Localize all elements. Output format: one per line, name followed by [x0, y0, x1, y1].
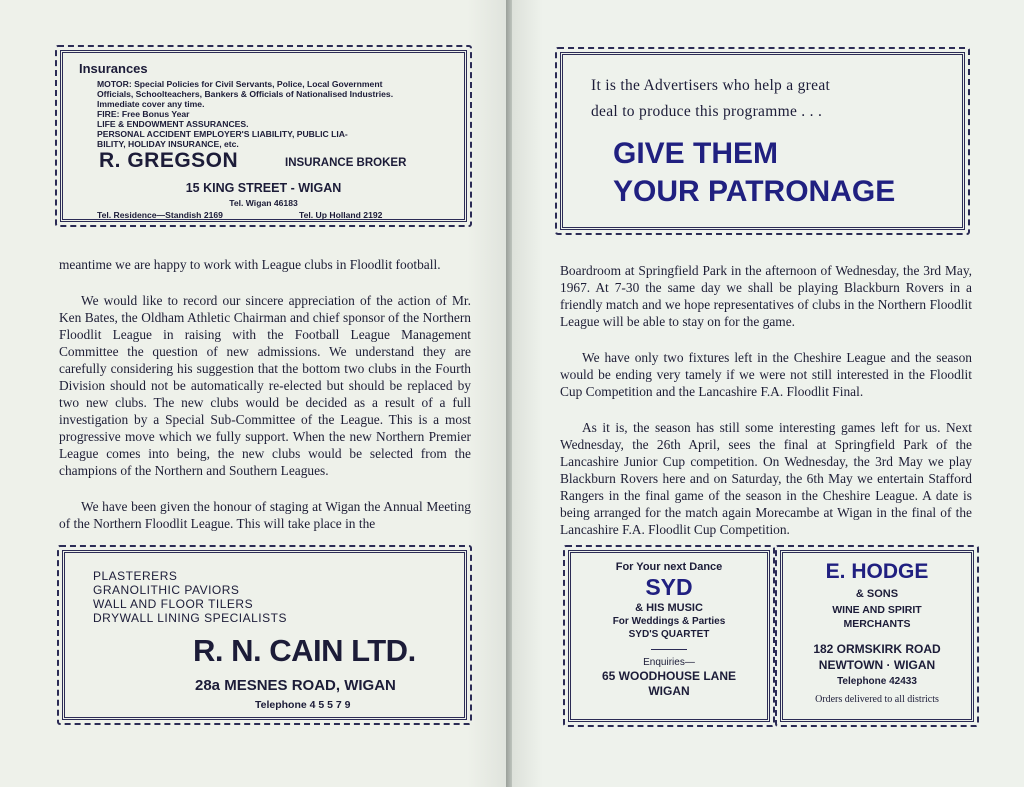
syd-advert [568, 550, 770, 722]
hodge-address-2: NEWTOWN · WIGAN [818, 658, 936, 672]
article-paragraph: We have only two fixtures left in the Cheshire League and the season would be ending very tamely if we were not still interested in the Floodlit Cup Competition and the Lancashire F.A. Floodlit Final. [560, 350, 972, 399]
left-article [59, 256, 471, 551]
cain-service: DRYWALL LINING SPECIALISTS [93, 611, 287, 625]
insurance-broker-role: INSURANCE BROKER [285, 157, 407, 169]
hodge-sub: & SONS [855, 588, 899, 600]
hodge-delivery: Orders delivered to all districts [815, 694, 939, 705]
syd-intro: For Your next Dance [615, 561, 723, 573]
hodge-trade-1: WINE AND SPIRIT [832, 604, 922, 616]
hodge-address-1: 182 ORMSKIRK ROAD [813, 642, 941, 656]
patronage-line-2: deal to produce this programme . . . [591, 103, 823, 120]
cain-service: PLASTERERS [93, 569, 178, 583]
insurance-tel-main: Tel. Wigan 46183 [229, 198, 298, 208]
cain-services [93, 569, 287, 625]
insurance-line: MOTOR: Special Policies for Civil Servants, Police, Local Government [97, 79, 383, 89]
patronage-headline-1: GIVE THEM [613, 137, 779, 170]
syd-name: SYD [645, 574, 693, 600]
insurance-address: 15 KING STREET - WIGAN [185, 181, 342, 195]
insurance-line: Immediate cover any time. [97, 99, 205, 109]
syd-divider [651, 649, 687, 650]
patronage-headline-2: YOUR PATRONAGE [613, 175, 896, 208]
syd-content [571, 561, 767, 699]
patronage-line-1: It is the Advertisers who help a great [591, 77, 831, 94]
right-page [512, 0, 1024, 787]
cain-advert [62, 550, 467, 720]
insurance-heading: Insurances [79, 61, 148, 76]
article-paragraph: meantime we are happy to work with League clubs in Floodlit football. [59, 257, 441, 272]
insurance-tel-up-holland: Tel. Up Holland 2192 [299, 210, 383, 220]
cain-service: GRANOLITHIC PAVIORS [93, 583, 240, 597]
article-paragraph: We would like to record our sincere appreciation of the action of Mr. Ken Bates, the Oldham Athletic Chairman and chief sponsor of the Northern Floodlit League in raising with the Football League Management Committee the question of new admissions. We understand they are carefully considering his suggestion that the bottom two clubs in the Fourth Division should not be automatically re-elected but should be replaced by two new clubs. The new clubs would be decided as a result of a full investigation by a Special Sub-Committee of the League. This is a most progressive move which we fully support. When the new Northern Premier League comes into being, the new clubs would be selected from the champions of the Northern and Southern Leagues. [59, 293, 471, 478]
syd-town: WIGAN [648, 684, 690, 698]
cain-service: WALL AND FLOOR TILERS [93, 597, 254, 611]
insurance-line: PERSONAL ACCIDENT EMPLOYER'S LIABILITY, PUBLIC LIA- [97, 129, 348, 139]
hodge-trade-2: MERCHANTS [843, 618, 911, 630]
article-paragraph: Boardroom at Springfield Park in the afternoon of Wednesday, the 3rd May, 1967. At 7-30 the same day we shall be playing Blackburn Rovers in a friendly match and we hope representatives of clubs in the Northern Floodlit League will be able to stay on for the game. [560, 263, 972, 329]
insurance-line: FIRE: Free Bonus Year [97, 109, 190, 119]
insurance-advert [60, 50, 467, 222]
hodge-content [783, 559, 971, 707]
cain-address: 28a MESNES ROAD, WIGAN [195, 677, 396, 694]
syd-quartet: SYD'S QUARTET [628, 629, 710, 640]
hodge-advert [780, 550, 974, 722]
insurance-line: LIFE & ENDOWMENT ASSURANCES. [97, 119, 249, 129]
syd-sub: & HIS MUSIC [635, 602, 703, 614]
syd-enquiries: Enquiries— [643, 657, 695, 668]
right-article [560, 262, 972, 557]
insurance-broker-name: R. GREGSON [99, 149, 239, 172]
insurance-line: Officials, Schoolteachers, Bankers & Officials of Nationalised Industries. [97, 89, 394, 99]
syd-weddings: For Weddings & Parties [612, 616, 726, 627]
article-paragraph: As it is, the season has still some interesting games left for us. Next Wednesday, the 26th April, sees the final at Springfield Park of the Lancashire Junior Cup competition. On Wednesday, the 3rd May we play Blackburn Rovers here and on Saturday, the 6th May we entertain Stafford Rangers in the final game of the season in the Cheshire League. A date is being arranged for the match again Morecambe at Wigan in the final of the Lancashire F.A. Floodlit Cup Competition. [560, 420, 972, 537]
insurance-line: BILITY, HOLIDAY INSURANCE, etc. [97, 139, 239, 149]
hodge-telephone: Telephone 42433 [837, 676, 917, 687]
article-paragraph: We have been given the honour of staging at Wigan the Annual Meeting of the Northern Floodlit League. This will take place in the [59, 499, 471, 531]
cain-company-name: R. N. CAIN LTD. [193, 633, 416, 668]
patronage-box [560, 52, 965, 230]
insurance-tel-residence: Tel. Residence—Standish 2169 [97, 210, 223, 220]
insurance-lines [97, 79, 457, 149]
left-page [0, 0, 508, 787]
cain-telephone: Telephone 4 5 5 7 9 [255, 699, 351, 711]
hodge-name: E. HODGE [825, 560, 929, 583]
syd-address: 65 WOODHOUSE LANE [601, 669, 736, 683]
